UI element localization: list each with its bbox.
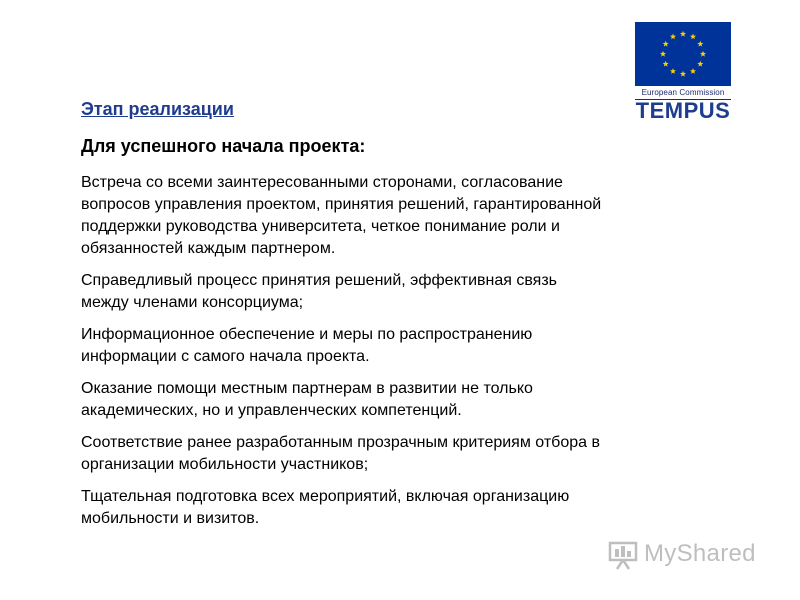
presentation-board-icon	[606, 540, 640, 570]
content-paragraph	[81, 172, 741, 260]
content-body	[81, 172, 741, 540]
paragraph-line: Справедливый процесс принятия решений, эффективная связь	[81, 272, 558, 289]
content-paragraph	[81, 324, 741, 368]
paragraph-line: информации с самого начала проекта.	[81, 348, 370, 365]
paragraph-line: Информационное обеспечение и меры по распространению	[81, 326, 533, 343]
logo-wordmark: TEMPUS	[635, 98, 731, 123]
stage-title-link[interactable]: Этап реализации	[81, 99, 234, 119]
content-paragraph	[81, 432, 741, 476]
paragraph-line: академических, но и управленческих компетенций.	[81, 402, 462, 419]
watermark	[606, 538, 766, 572]
logo-caption: European Commission	[641, 88, 725, 97]
content-paragraph	[81, 486, 741, 530]
paragraph-line: Тщательная подготовка всех мероприятий, включая организацию	[81, 488, 570, 505]
paragraph-line: поддержки руководства университета, четкое понимание роли и	[81, 218, 560, 235]
paragraph-line: Встреча со всеми заинтересованными сторонами, согласование	[81, 174, 563, 191]
eu-stars-circle	[635, 22, 731, 86]
paragraph-line: Оказание помощи местным партнерам в развитии не только	[81, 380, 533, 397]
content-paragraph	[81, 270, 741, 314]
paragraph-line: Соответствие ранее разработанным прозрачным критериям отбора в	[81, 434, 600, 451]
tempus-logo	[633, 22, 733, 123]
eu-flag-icon	[635, 22, 731, 86]
paragraph-line: между членами консорциума;	[81, 294, 304, 311]
watermark-text: MyShared	[644, 540, 756, 567]
content-paragraph	[81, 378, 741, 422]
section-heading: Для успешного начала проекта:	[81, 136, 366, 156]
paragraph-line: обязанностей каждым партнером.	[81, 240, 336, 257]
paragraph-line: организации мобильности участников;	[81, 456, 369, 473]
paragraph-line: вопросов управления проектом, принятия решений, гарантированной	[81, 196, 602, 213]
paragraph-line: мобильности и визитов.	[81, 510, 260, 527]
